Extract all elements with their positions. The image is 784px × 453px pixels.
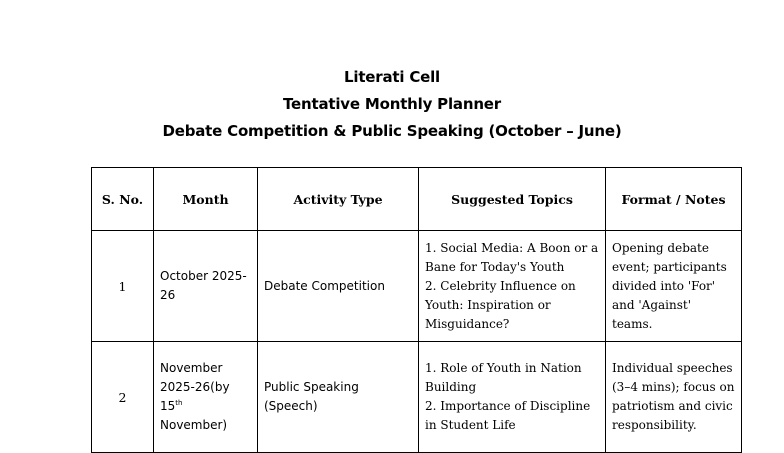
table-header-row xyxy=(92,168,742,231)
document-header xyxy=(0,64,784,145)
col-header-activity: Activity Type xyxy=(258,168,419,231)
col-header-sno: S. No. xyxy=(92,168,154,231)
table-row xyxy=(92,231,742,342)
cell-month xyxy=(154,342,258,453)
cell-activity: Public Speaking (Speech) xyxy=(258,342,419,453)
topic-item: 1. Social Media: A Boon or a Bane for Today's Youth xyxy=(425,240,599,274)
col-header-topics: Suggested Topics xyxy=(419,168,606,231)
cell-sno: 2 xyxy=(92,342,154,453)
planner-table xyxy=(91,167,742,453)
cell-notes: Opening debate event; participants divided into 'For' and 'Against' teams. xyxy=(606,231,742,342)
planner-title: Tentative Monthly Planner xyxy=(283,95,501,113)
cell-activity: Debate Competition xyxy=(258,231,419,342)
topic-item: 2. Celebrity Influence on Youth: Inspiration or Misguidance? xyxy=(425,278,576,331)
cell-topics xyxy=(419,342,606,453)
col-header-month: Month xyxy=(154,168,258,231)
cell-sno: 1 xyxy=(92,231,154,342)
month-text-end: November) xyxy=(160,418,228,432)
topic-item: 2. Importance of Discipline in Student Life xyxy=(425,399,591,432)
month-superscript: th xyxy=(175,399,183,407)
table-row xyxy=(92,342,742,453)
planner-subtitle: Debate Competition & Public Speaking (October – June) xyxy=(162,122,622,140)
cell-notes: Individual speeches (3–4 mins); focus on patriotism and civic responsibility. xyxy=(606,342,742,453)
col-header-notes: Format / Notes xyxy=(606,168,742,231)
topic-item: 1. Role of Youth in Nation Building xyxy=(425,361,582,394)
cell-month: October 2025-26 xyxy=(154,231,258,342)
org-name: Literati Cell xyxy=(344,68,440,86)
cell-topics xyxy=(419,231,606,342)
month-text: November 2025-26(by 15 xyxy=(160,361,230,413)
